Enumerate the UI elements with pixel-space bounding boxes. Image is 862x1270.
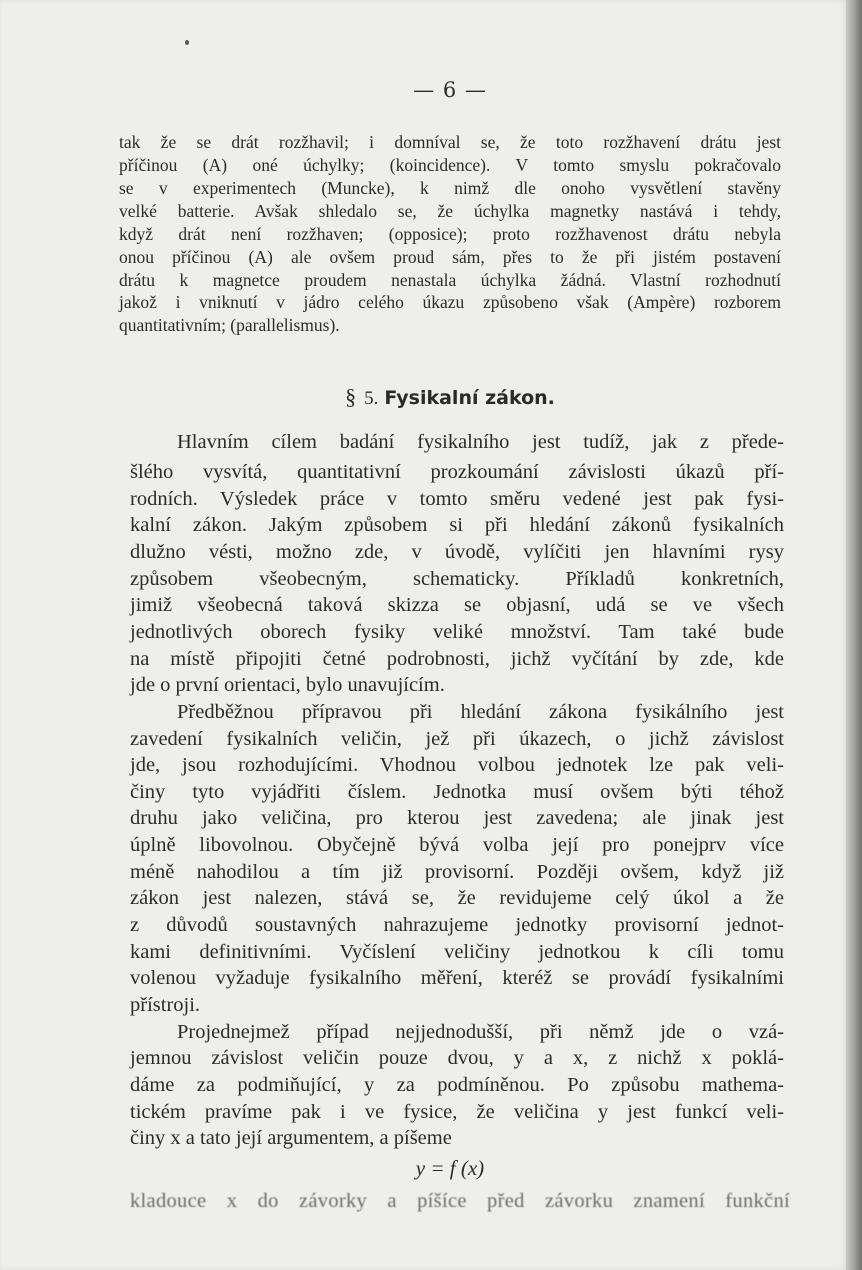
text-line: z důvodů soustavných nahrazujeme jednotky provisorní jednot- (130, 914, 784, 936)
text-line: onou příčinou (A) ale ovšem proud sám, přes to že při jistém postavení (119, 247, 781, 267)
text-line: quantitativním; (parallelismus). (119, 315, 340, 335)
text-line: Hlavním cílem badání fysikalního jest tudíž, jak z přede- (177, 431, 784, 453)
page-number: — 6 — (413, 78, 487, 102)
text-line: rodních. Výsledek práce v tomto směru vedené jest pak fysi- (130, 488, 784, 510)
text-line: dlužno vésti, možno zde, v úvodě, vylíčiti jen hlavními rysy (130, 541, 784, 563)
text-line: činy x a tato její argumentem, a píšeme (130, 1127, 452, 1149)
text-line: jimiž všeobecná taková skizza se objasní, udá se ve všech (130, 594, 784, 616)
text-line: příčinou (A) oné úchylky; (koincidence). V tomto smyslu pokračovalo (119, 155, 781, 175)
text-line: jde o první orientaci, bylo unavujícím. (130, 674, 445, 696)
text-line: úplně libovolnou. Obyčejně bývá volba její pro ponejprv více (130, 834, 784, 856)
text-line: kalní zákon. Jakým způsobem si při hledání zákonů fysikalních (130, 514, 784, 536)
faded-text-line: kladouce x do závorky a píšíce před závorku znamení funkční (130, 1190, 790, 1212)
text-line: druhu jako veličina, pro kterou jest zavedena; ale jinak jest (130, 807, 784, 829)
text-line: tak že se drát rozžhavil; i domníval se, že toto rozžhavení drátu jest (119, 132, 781, 152)
paper-speck (185, 40, 189, 45)
text-line: činy tyto vyjádřiti číslem. Jednotka musí ovšem býti téhož (130, 781, 784, 803)
text-line: méně nahodilou a tím již provisorní. Později ovšem, když již (130, 861, 784, 883)
section-number: 5. (364, 388, 379, 409)
section-sign: § (345, 384, 357, 409)
text-line: Předběžnou přípravou při hledání zákona fysikálního jest (177, 701, 784, 723)
text-line: jde, jsou rozhodujícími. Vhodnou volbou jednotek lze pak veli- (130, 754, 784, 776)
text-line: na místě připojiti četné podrobnosti, jichž vyčítání by zde, kde (130, 648, 784, 670)
text-line: přístroji. (130, 994, 201, 1016)
text-line: se v experimentech (Muncke), k nimž dle onoho vysvětlení stavěny (119, 178, 781, 198)
equation: y = f (x) (415, 1156, 485, 1180)
text-line: způsobem všeobecným, schematicky. Příkladů konkretních, (130, 568, 784, 590)
text-line: jemnou závislost veličin pouze dvou, y a x, z nichž x poklá- (130, 1047, 784, 1069)
page-edge-shadow (846, 0, 862, 1270)
section-heading (0, 384, 862, 410)
text-line: volenou vyžaduje fysikalního měření, kteréž se provádí fysikalními (130, 967, 784, 989)
text-line: jednotlivých oborech fysiky veliké množství. Tam také bude (130, 621, 784, 643)
text-line: když drát není rozžhaven; (opposice); proto rozžhavenost drátu nebyla (119, 224, 781, 244)
text-line: drátu k magnetce proudem nenastala úchylka žádná. Vlastní rozhodnutí (119, 270, 781, 290)
section-title: Fysikalní zákon. (384, 387, 555, 409)
text-line: Projednejmež případ nejjednodušší, při němž jde o vzá- (177, 1021, 784, 1043)
text-line: velké batterie. Avšak shledalo se, že úchylka magnetky nastává i tehdy, (119, 201, 781, 221)
text-line: kami definitivními. Vyčíslení veličiny jednotkou k cíli tomu (130, 941, 784, 963)
text-line: jakož i vniknutí v jádro celého úkazu způsobeno však (Ampère) rozborem (119, 292, 781, 312)
text-line: dáme za podmiňující, y za podmíněnou. Po způsobu mathema- (130, 1074, 784, 1096)
text-line: tickém pravíme pak i ve fysice, že veličina y jest funkcí veli- (130, 1101, 784, 1123)
text-line: šlého vysvítá, quantitativní prozkoumání závislosti úkazů pří- (130, 461, 784, 483)
text-line: zákon jest nalezen, stává se, že revidujeme celý úkol a že (130, 887, 784, 909)
text-line: zavedení fysikalních veličin, jež při úkazech, o jichž závislost (130, 728, 784, 750)
